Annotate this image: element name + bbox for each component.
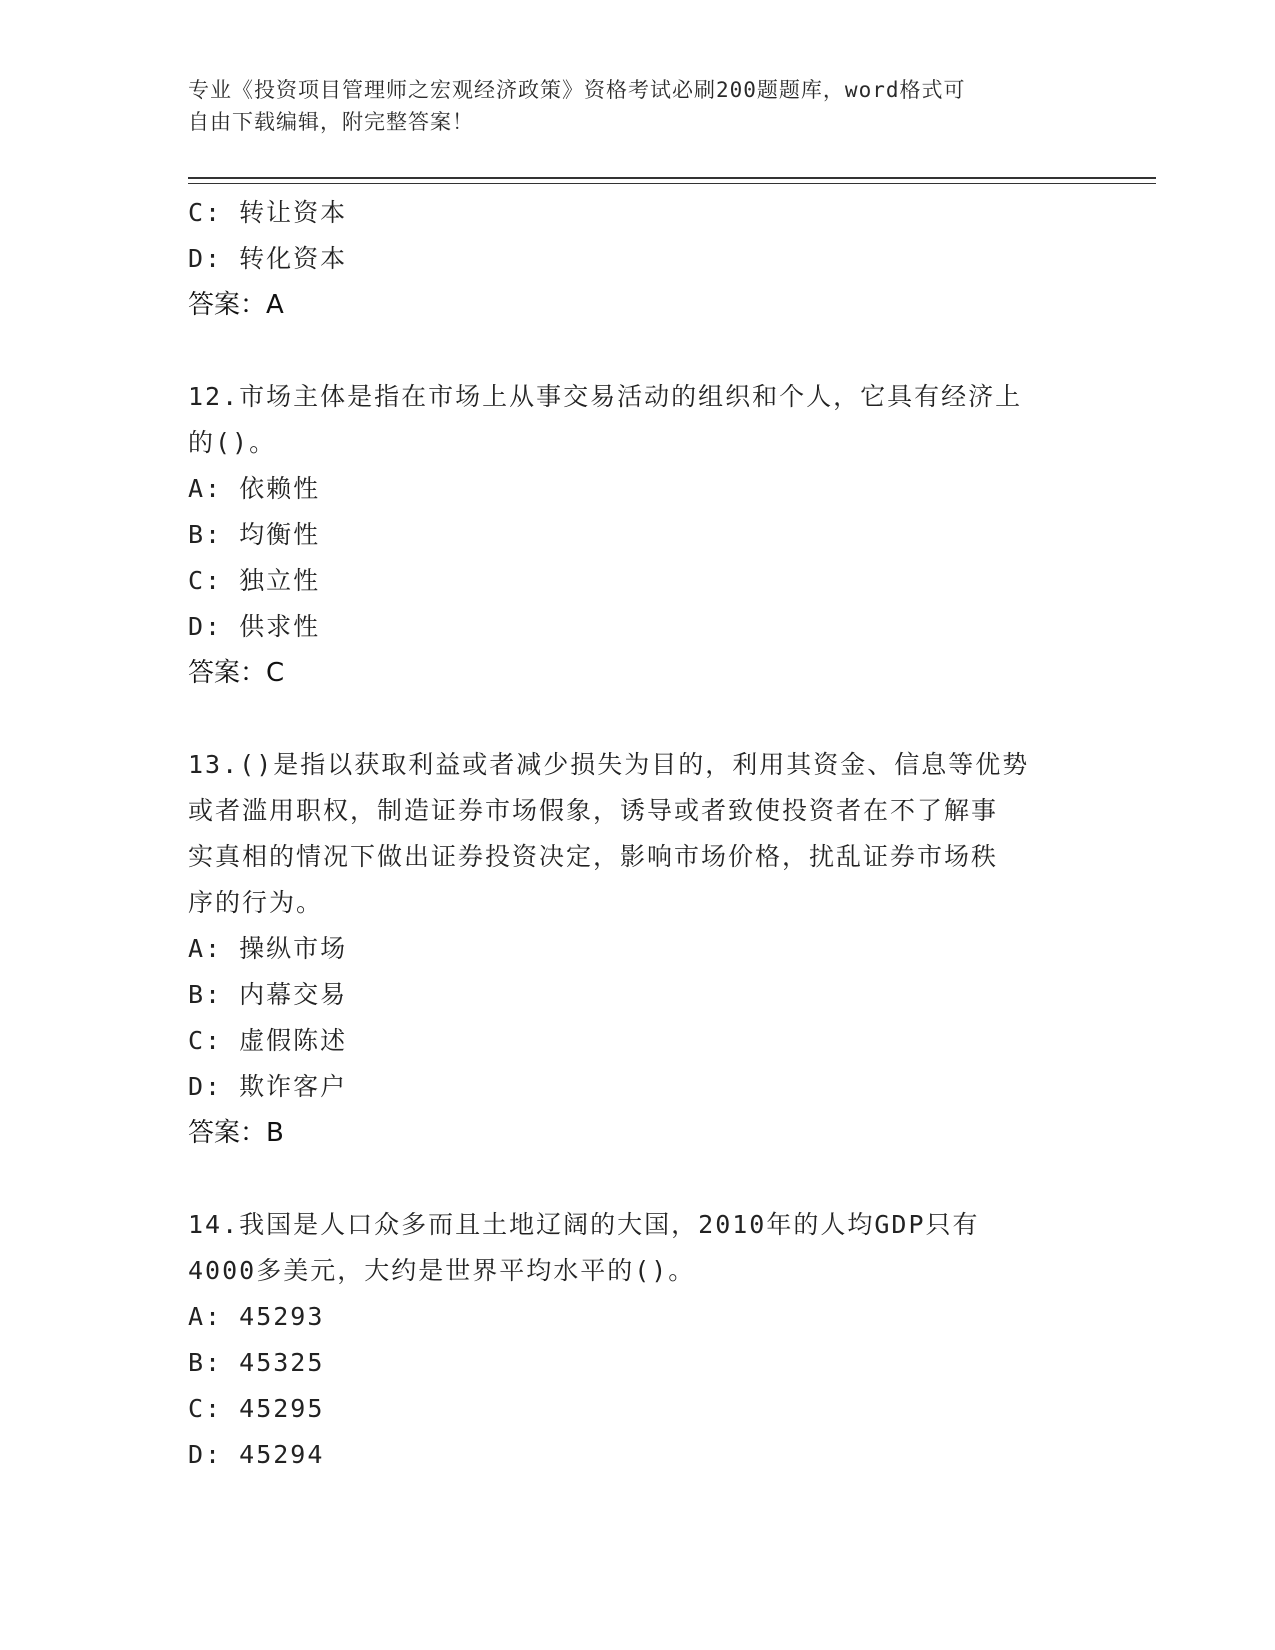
option-a: A: 操纵市场 [188,934,348,963]
option-a: A: 依赖性 [188,474,321,503]
option-d: D: 转化资本 [188,244,348,273]
answer-line: 答案：C [188,658,285,688]
document-body [188,190,1088,1478]
question-text [188,742,1078,926]
question-text-line: 13.()是指以获取利益或者减少损失为目的，利用其资金、信息等优势 [188,750,1030,779]
question-text-line: 的()。 [188,428,277,457]
option-d: D: 供求性 [188,612,321,641]
option-b: B: 45325 [188,1348,325,1377]
answer-line: 答案：A [188,290,284,320]
header-divider-thin [188,183,1156,184]
question-text [188,374,1078,466]
answer-line: 答案：B [188,1118,284,1148]
question-text-line: 或者滥用职权，制造证券市场假象，诱导或者致使投资者在不了解事 [188,796,999,825]
header-line-2: 自由下载编辑，附完整答案！ [188,110,474,134]
question-12 [188,374,1088,696]
option-c: C: 独立性 [188,566,321,595]
option-b: B: 均衡性 [188,520,321,549]
header-divider-thick [188,177,1156,179]
question-text-line: 12.市场主体是指在市场上从事交易活动的组织和个人，它具有经济上 [188,382,1023,411]
option-c: C: 虚假陈述 [188,1026,348,1055]
question-11-continued [188,190,1088,328]
option-a: A: 45293 [188,1302,325,1331]
option-d: D: 欺诈客户 [188,1072,348,1101]
question-text-line: 实真相的情况下做出证券投资决定，影响市场价格，扰乱证券市场秩 [188,842,999,871]
option-d: D: 45294 [188,1440,325,1469]
question-text-line: 序的行为。 [188,888,324,917]
question-text-line: 14.我国是人口众多而且土地辽阔的大国，2010年的人均GDP只有 [188,1210,980,1239]
question-14 [188,1202,1088,1478]
question-13 [188,742,1088,1156]
question-text [188,1202,1078,1294]
question-text-line: 4000多美元，大约是世界平均水平的()。 [188,1256,696,1285]
option-c: C: 转让资本 [188,198,348,227]
option-c: C: 45295 [188,1394,325,1423]
option-b: B: 内幕交易 [188,980,348,1009]
header-line-1: 专业《投资项目管理师之宏观经济政策》资格考试必刷200题题库，word格式可 [188,78,966,102]
document-header [188,74,1068,138]
